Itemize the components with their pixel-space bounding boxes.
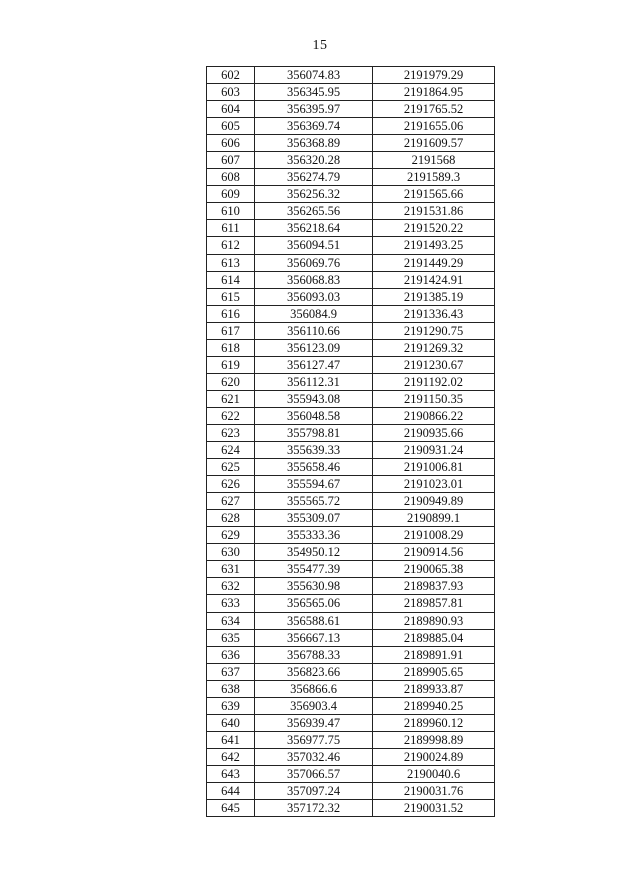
- y-coordinate-cell: 2191864.95: [373, 84, 495, 101]
- table-row: [207, 442, 495, 459]
- y-coordinate-cell: 2189998.89: [373, 731, 495, 748]
- y-coordinate-cell: 2190935.66: [373, 424, 495, 441]
- point-number-cell: 633: [207, 595, 255, 612]
- y-coordinate-cell: 2191023.01: [373, 476, 495, 493]
- table-row: [207, 424, 495, 441]
- point-number-cell: 634: [207, 612, 255, 629]
- point-number-cell: 627: [207, 493, 255, 510]
- point-number-cell: 625: [207, 459, 255, 476]
- point-number-cell: 643: [207, 765, 255, 782]
- table-row: [207, 84, 495, 101]
- x-coordinate-cell: 355594.67: [255, 476, 373, 493]
- table-row: [207, 612, 495, 629]
- x-coordinate-cell: 356112.31: [255, 373, 373, 390]
- x-coordinate-cell: 357066.57: [255, 765, 373, 782]
- table-row: [207, 135, 495, 152]
- x-coordinate-cell: 356068.83: [255, 271, 373, 288]
- point-number-cell: 631: [207, 561, 255, 578]
- table-row: [207, 322, 495, 339]
- table-row: [207, 663, 495, 680]
- y-coordinate-cell: 2190949.89: [373, 493, 495, 510]
- x-coordinate-cell: 356866.6: [255, 680, 373, 697]
- x-coordinate-cell: 356084.9: [255, 305, 373, 322]
- x-coordinate-cell: 356069.76: [255, 254, 373, 271]
- point-number-cell: 602: [207, 67, 255, 84]
- point-number-cell: 629: [207, 527, 255, 544]
- point-number-cell: 611: [207, 220, 255, 237]
- table-row: [207, 67, 495, 84]
- table-row: [207, 697, 495, 714]
- point-number-cell: 628: [207, 510, 255, 527]
- y-coordinate-cell: 2191192.02: [373, 373, 495, 390]
- x-coordinate-cell: 355798.81: [255, 424, 373, 441]
- x-coordinate-cell: 355630.98: [255, 578, 373, 595]
- x-coordinate-cell: 356369.74: [255, 118, 373, 135]
- x-coordinate-cell: 356274.79: [255, 169, 373, 186]
- y-coordinate-cell: 2189940.25: [373, 697, 495, 714]
- point-number-cell: 605: [207, 118, 255, 135]
- point-number-cell: 642: [207, 748, 255, 765]
- point-number-cell: 618: [207, 339, 255, 356]
- table-row: [207, 800, 495, 817]
- y-coordinate-cell: 2190931.24: [373, 442, 495, 459]
- x-coordinate-cell: 354950.12: [255, 544, 373, 561]
- y-coordinate-cell: 2190914.56: [373, 544, 495, 561]
- x-coordinate-cell: 357172.32: [255, 800, 373, 817]
- point-number-cell: 603: [207, 84, 255, 101]
- table-row: [207, 254, 495, 271]
- x-coordinate-cell: 356048.58: [255, 407, 373, 424]
- table-row: [207, 476, 495, 493]
- y-coordinate-cell: 2191565.66: [373, 186, 495, 203]
- table-row: [207, 339, 495, 356]
- table-row: [207, 271, 495, 288]
- table-row: [207, 782, 495, 799]
- y-coordinate-cell: 2189960.12: [373, 714, 495, 731]
- table-row: [207, 288, 495, 305]
- point-number-cell: 622: [207, 407, 255, 424]
- x-coordinate-cell: 356256.32: [255, 186, 373, 203]
- y-coordinate-cell: 2189905.65: [373, 663, 495, 680]
- point-number-cell: 636: [207, 646, 255, 663]
- x-coordinate-cell: 357032.46: [255, 748, 373, 765]
- x-coordinate-cell: 356368.89: [255, 135, 373, 152]
- table-row: [207, 186, 495, 203]
- table-row: [207, 237, 495, 254]
- y-coordinate-cell: 2191568: [373, 152, 495, 169]
- point-number-cell: 616: [207, 305, 255, 322]
- y-coordinate-cell: 2189885.04: [373, 629, 495, 646]
- y-coordinate-cell: 2190065.38: [373, 561, 495, 578]
- table-row: [207, 765, 495, 782]
- x-coordinate-cell: 356110.66: [255, 322, 373, 339]
- x-coordinate-cell: 356565.06: [255, 595, 373, 612]
- point-number-cell: 621: [207, 390, 255, 407]
- table-row: [207, 561, 495, 578]
- x-coordinate-cell: 356123.09: [255, 339, 373, 356]
- point-number-cell: 644: [207, 782, 255, 799]
- x-coordinate-cell: 355639.33: [255, 442, 373, 459]
- x-coordinate-cell: 357097.24: [255, 782, 373, 799]
- table-row: [207, 407, 495, 424]
- point-number-cell: 630: [207, 544, 255, 561]
- y-coordinate-cell: 2191230.67: [373, 356, 495, 373]
- point-number-cell: 614: [207, 271, 255, 288]
- y-coordinate-cell: 2191609.57: [373, 135, 495, 152]
- table-row: [207, 118, 495, 135]
- y-coordinate-cell: 2189837.93: [373, 578, 495, 595]
- table-row: [207, 714, 495, 731]
- x-coordinate-cell: 355943.08: [255, 390, 373, 407]
- y-coordinate-cell: 2190899.1: [373, 510, 495, 527]
- x-coordinate-cell: 356094.51: [255, 237, 373, 254]
- x-coordinate-cell: 356218.64: [255, 220, 373, 237]
- point-number-cell: 624: [207, 442, 255, 459]
- point-number-cell: 613: [207, 254, 255, 271]
- x-coordinate-cell: 356074.83: [255, 67, 373, 84]
- point-number-cell: 608: [207, 169, 255, 186]
- x-coordinate-cell: 356939.47: [255, 714, 373, 731]
- x-coordinate-cell: 356977.75: [255, 731, 373, 748]
- x-coordinate-cell: 356823.66: [255, 663, 373, 680]
- x-coordinate-cell: 356345.95: [255, 84, 373, 101]
- table-row: [207, 203, 495, 220]
- x-coordinate-cell: 355658.46: [255, 459, 373, 476]
- x-coordinate-cell: 356588.61: [255, 612, 373, 629]
- x-coordinate-cell: 356788.33: [255, 646, 373, 663]
- x-coordinate-cell: 356395.97: [255, 101, 373, 118]
- y-coordinate-cell: 2191385.19: [373, 288, 495, 305]
- y-coordinate-cell: 2189891.91: [373, 646, 495, 663]
- table-row: [207, 527, 495, 544]
- y-coordinate-cell: 2191979.29: [373, 67, 495, 84]
- y-coordinate-cell: 2191449.29: [373, 254, 495, 271]
- point-number-cell: 607: [207, 152, 255, 169]
- table-row: [207, 220, 495, 237]
- point-number-cell: 645: [207, 800, 255, 817]
- y-coordinate-cell: 2191150.35: [373, 390, 495, 407]
- y-coordinate-cell: 2191765.52: [373, 101, 495, 118]
- y-coordinate-cell: 2191424.91: [373, 271, 495, 288]
- y-coordinate-cell: 2191006.81: [373, 459, 495, 476]
- point-number-cell: 609: [207, 186, 255, 203]
- table-row: [207, 152, 495, 169]
- x-coordinate-cell: 355309.07: [255, 510, 373, 527]
- point-number-cell: 604: [207, 101, 255, 118]
- x-coordinate-cell: 356127.47: [255, 356, 373, 373]
- point-number-cell: 623: [207, 424, 255, 441]
- y-coordinate-cell: 2190031.52: [373, 800, 495, 817]
- point-number-cell: 640: [207, 714, 255, 731]
- point-number-cell: 620: [207, 373, 255, 390]
- point-number-cell: 626: [207, 476, 255, 493]
- table-row: [207, 101, 495, 118]
- point-number-cell: 615: [207, 288, 255, 305]
- y-coordinate-cell: 2190031.76: [373, 782, 495, 799]
- table-row: [207, 544, 495, 561]
- table-row: [207, 595, 495, 612]
- table-row: [207, 748, 495, 765]
- table-row: [207, 646, 495, 663]
- point-number-cell: 638: [207, 680, 255, 697]
- point-number-cell: 617: [207, 322, 255, 339]
- table-row: [207, 356, 495, 373]
- x-coordinate-cell: 355477.39: [255, 561, 373, 578]
- y-coordinate-cell: 2189857.81: [373, 595, 495, 612]
- point-number-cell: 635: [207, 629, 255, 646]
- point-number-cell: 619: [207, 356, 255, 373]
- y-coordinate-cell: 2191520.22: [373, 220, 495, 237]
- y-coordinate-cell: 2191008.29: [373, 527, 495, 544]
- y-coordinate-cell: 2191589.3: [373, 169, 495, 186]
- y-coordinate-cell: 2191531.86: [373, 203, 495, 220]
- table-row: [207, 578, 495, 595]
- y-coordinate-cell: 2191655.06: [373, 118, 495, 135]
- x-coordinate-cell: 356903.4: [255, 697, 373, 714]
- table-row: [207, 390, 495, 407]
- y-coordinate-cell: 2191269.32: [373, 339, 495, 356]
- table-row: [207, 373, 495, 390]
- y-coordinate-cell: 2190040.6: [373, 765, 495, 782]
- point-number-cell: 606: [207, 135, 255, 152]
- x-coordinate-cell: 356320.28: [255, 152, 373, 169]
- table-row: [207, 459, 495, 476]
- point-number-cell: 637: [207, 663, 255, 680]
- table-row: [207, 731, 495, 748]
- table-row: [207, 629, 495, 646]
- x-coordinate-cell: 355333.36: [255, 527, 373, 544]
- point-number-cell: 632: [207, 578, 255, 595]
- y-coordinate-cell: 2191493.25: [373, 237, 495, 254]
- point-number-cell: 612: [207, 237, 255, 254]
- table-row: [207, 493, 495, 510]
- table-row: [207, 680, 495, 697]
- point-number-cell: 639: [207, 697, 255, 714]
- y-coordinate-cell: 2191336.43: [373, 305, 495, 322]
- y-coordinate-cell: 2191290.75: [373, 322, 495, 339]
- x-coordinate-cell: 356265.56: [255, 203, 373, 220]
- y-coordinate-cell: 2189933.87: [373, 680, 495, 697]
- y-coordinate-cell: 2190024.89: [373, 748, 495, 765]
- point-number-cell: 610: [207, 203, 255, 220]
- coordinates-table: [206, 66, 495, 817]
- x-coordinate-cell: 356667.13: [255, 629, 373, 646]
- table-row: [207, 169, 495, 186]
- point-number-cell: 641: [207, 731, 255, 748]
- page-number: 15: [312, 38, 328, 53]
- y-coordinate-cell: 2190866.22: [373, 407, 495, 424]
- table-row: [207, 305, 495, 322]
- y-coordinate-cell: 2189890.93: [373, 612, 495, 629]
- table-row: [207, 510, 495, 527]
- x-coordinate-cell: 355565.72: [255, 493, 373, 510]
- x-coordinate-cell: 356093.03: [255, 288, 373, 305]
- coordinates-table-body: [207, 67, 495, 817]
